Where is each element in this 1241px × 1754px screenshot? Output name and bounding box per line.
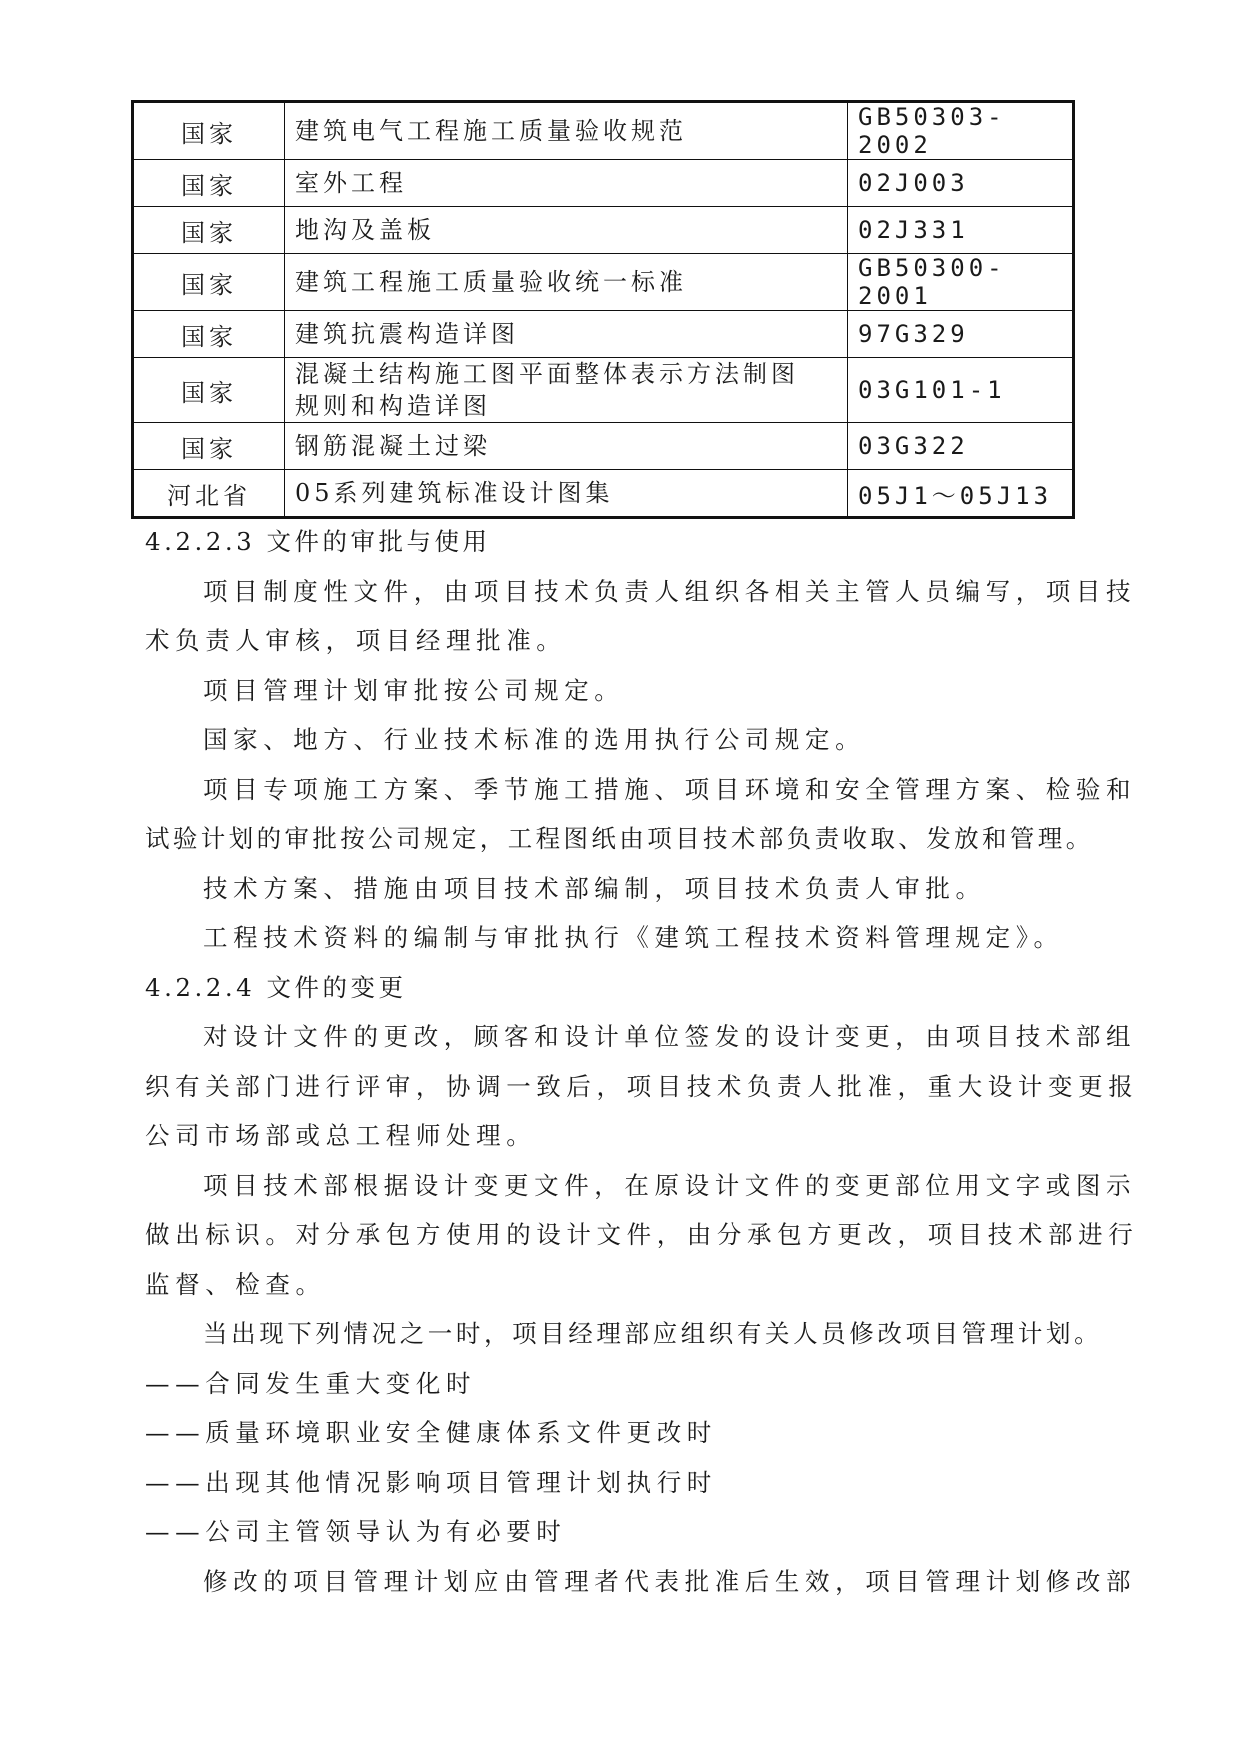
- paragraph-line: 试验计划的审批按公司规定，工程图纸由项目技术部负责收取、发放和管理。: [145, 824, 1094, 853]
- list-item: ——质量环境职业安全健康体系文件更改时: [145, 1418, 717, 1447]
- table-row: [133, 102, 1074, 160]
- paragraph-line: 当出现下列情况之一时，项目经理部应组织有关人员修改项目管理计划。: [203, 1319, 1103, 1348]
- table-row: [133, 160, 1074, 207]
- standard-name: 室外工程: [285, 160, 848, 207]
- standard-code: GB50300-2001: [848, 254, 1074, 311]
- standard-level: 国家: [133, 358, 285, 423]
- paragraph-line: 国家、地方、行业技术标准的选用执行公司规定。: [203, 725, 866, 754]
- standard-code: GB50303-2002: [848, 102, 1074, 160]
- standard-name: 地沟及盖板: [285, 207, 848, 254]
- table-row: [133, 207, 1074, 254]
- standard-code: 03G101-1: [848, 358, 1074, 423]
- standard-level: 国家: [133, 423, 285, 470]
- table-row: [133, 358, 1074, 423]
- paragraph-line: 项目专项施工方案、季节施工措施、项目环境和安全管理方案、检验和: [203, 774, 1137, 804]
- standard-name: 建筑电气工程施工质量验收规范: [285, 102, 848, 160]
- standard-level: 河北省: [133, 470, 285, 518]
- list-item: ——公司主管领导认为有必要时: [145, 1517, 567, 1546]
- table-row: [133, 254, 1074, 311]
- paragraph-line: 监督、检查。: [145, 1269, 326, 1299]
- paragraph-line: 项目管理计划审批按公司规定。: [203, 675, 625, 705]
- standard-name: 05系列建筑标准设计图集: [285, 470, 848, 518]
- standard-code: 02J331: [848, 207, 1074, 254]
- standard-level: 国家: [133, 311, 285, 358]
- section-heading: 4.2.2.4 文件的变更: [145, 972, 407, 1002]
- paragraph-line: 公司市场部或总工程师处理。: [145, 1121, 537, 1150]
- standard-code: 05J1～05J13: [848, 470, 1074, 518]
- standard-level: 国家: [133, 102, 285, 160]
- paragraph-line: 做出标识。对分承包方使用的设计文件，由分承包方更改，项目技术部进行: [145, 1220, 1139, 1249]
- standard-code: 97G329: [848, 311, 1074, 358]
- standard-code: 03G322: [848, 423, 1074, 470]
- standard-level: 国家: [133, 254, 285, 311]
- standard-name-line: 规则和构造详图: [295, 392, 491, 420]
- body-text: [145, 517, 1139, 1606]
- paragraph-line: 术负责人审核，项目经理批准。: [145, 626, 567, 655]
- standard-name: [285, 358, 848, 423]
- paragraph-line: 项目技术部根据设计变更文件，在原设计文件的变更部位用文字或图示: [203, 1170, 1137, 1200]
- paragraph-line: 对设计文件的更改，顾客和设计单位签发的设计变更，由项目技术部组: [203, 1022, 1137, 1051]
- standards-table: [131, 100, 1075, 519]
- table-row: [133, 470, 1074, 518]
- paragraph-line: 工程技术资料的编制与审批执行《建筑工程技术资料管理规定》。: [203, 923, 1064, 952]
- list-item: ——合同发生重大变化时: [145, 1368, 477, 1398]
- section-heading: 4.2.2.3 文件的审批与使用: [145, 527, 491, 556]
- table-row: [133, 311, 1074, 358]
- standard-level: 国家: [133, 207, 285, 254]
- standard-name-line: 混凝土结构施工图平面整体表示方法制图: [295, 360, 799, 388]
- paragraph-line: 织有关部门进行评审，协调一致后，项目技术负责人批准，重大设计变更报: [145, 1071, 1139, 1101]
- paragraph-line: 修改的项目管理计划应由管理者代表批准后生效，项目管理计划修改部: [203, 1566, 1137, 1596]
- paragraph-line: 技术方案、措施由项目技术部编制，项目技术负责人审批。: [203, 873, 986, 903]
- standard-name: 钢筋混凝土过梁: [285, 423, 848, 470]
- standard-name: 建筑工程施工质量验收统一标准: [285, 254, 848, 311]
- table-row: [133, 423, 1074, 470]
- paragraph-line: 项目制度性文件，由项目技术负责人组织各相关主管人员编写，项目技: [203, 576, 1137, 606]
- standard-code: 02J003: [848, 160, 1074, 207]
- list-item: ——出现其他情况影响项目管理计划执行时: [145, 1467, 717, 1497]
- standard-name: 建筑抗震构造详图: [285, 311, 848, 358]
- standard-level: 国家: [133, 160, 285, 207]
